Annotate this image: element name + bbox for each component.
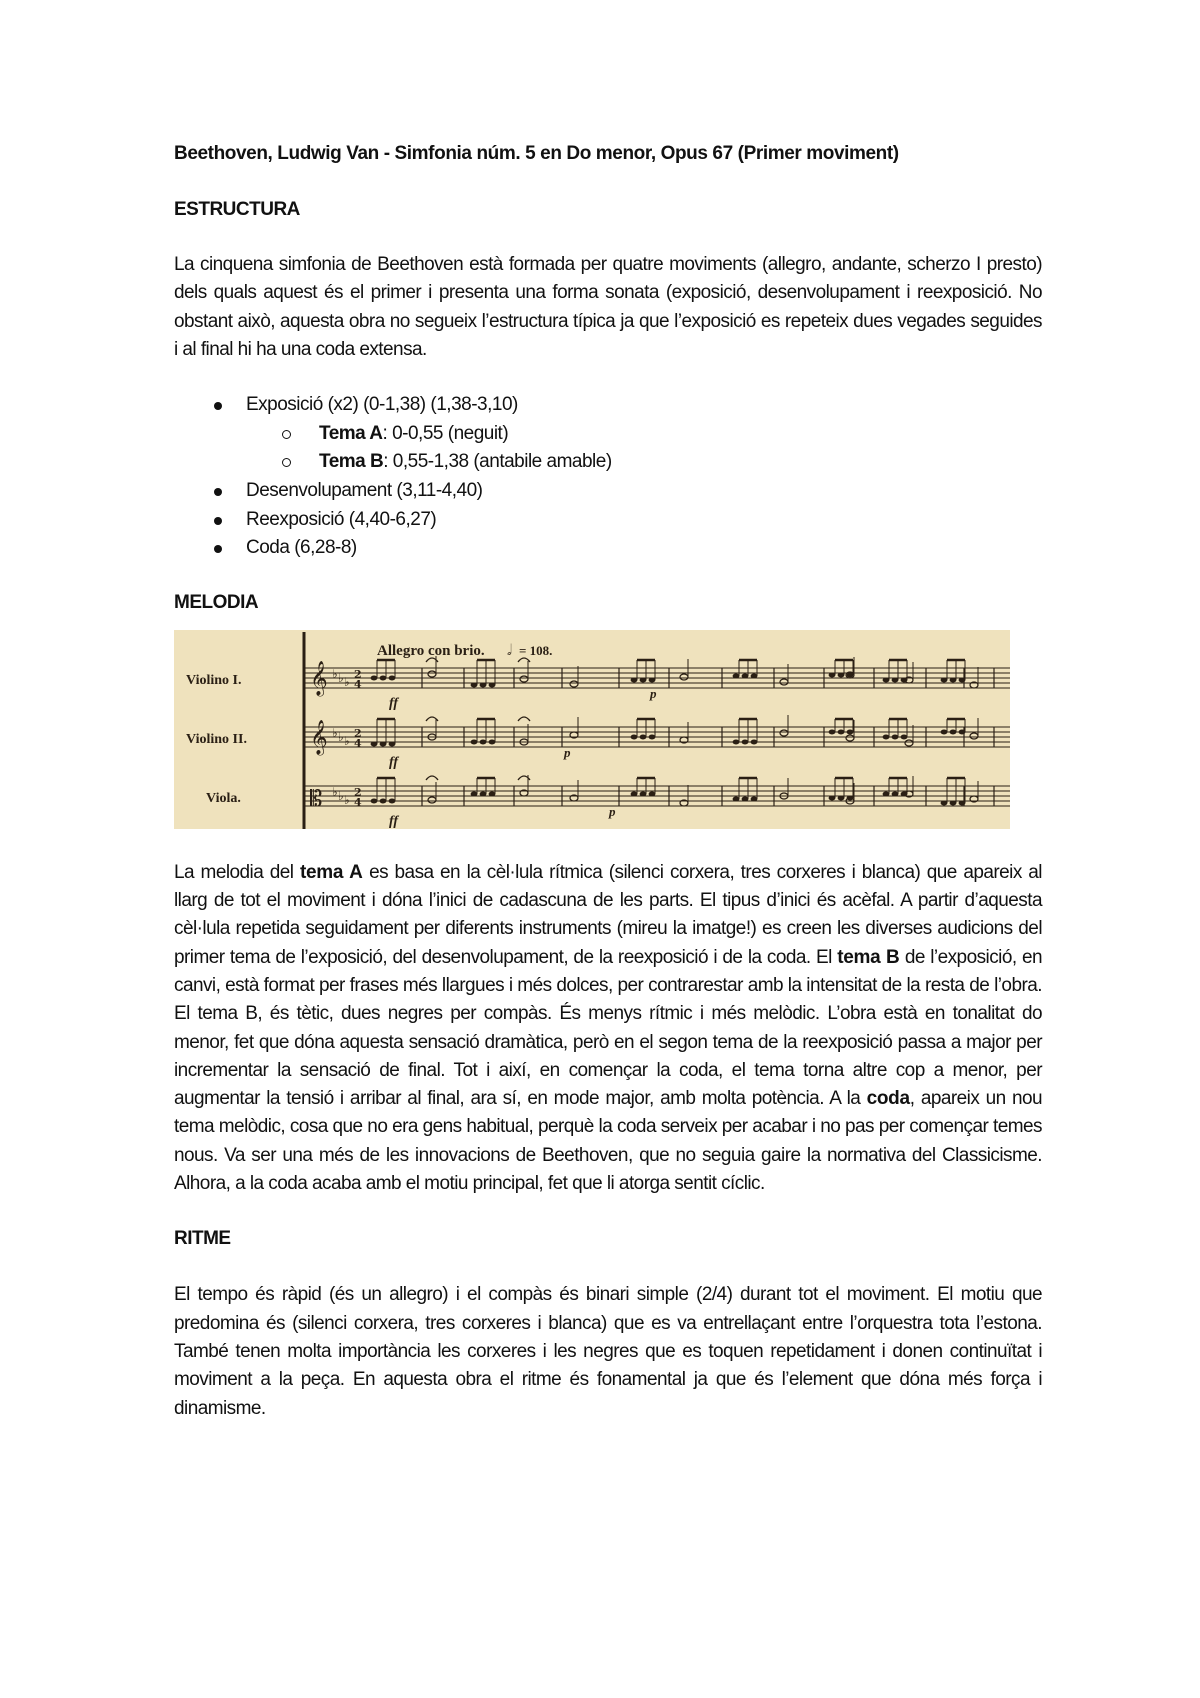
flat-icon: ♭	[338, 670, 344, 685]
time-signature-top: 2	[354, 726, 362, 740]
note-head	[471, 682, 478, 687]
note-head	[950, 800, 957, 805]
melodia-bold-coda: coda	[866, 1088, 910, 1110]
time-signature-bottom: 4	[354, 795, 362, 809]
score-excerpt-image	[174, 630, 1010, 829]
score-tempo: Allegro con brio.	[377, 642, 485, 659]
melodia-text-3: de l’exposició, en canvi, està format per frases més llargues i més dolces, per contrarestar amb la intensitat de la resta de l’obra. El tema B, és tètic, dues negres per compàs. És menys rítmic i més melòdic. L’obra està en tonalitat do menor, fet que dóna aquesta sensació dramàtica, però en el segon tema de la reexposició passa a major per incrementar la sensació de final. Tot i així, en començar la coda, el tema torna altre cop a menor, per augmentar la tensió i arribar al final, ara sí, en mode major, amb molta potència. A la	[174, 946, 1042, 1110]
note-head	[941, 800, 948, 805]
note-head	[389, 741, 396, 746]
heading-melodia: MELODIA	[174, 591, 259, 613]
note-head	[389, 798, 396, 803]
melodia-bold-tema-a: tema A	[299, 861, 363, 883]
melodia-text-2: es basa en la cèl·lula rítmica (silenci corxera, tres corxeres i blanca) que apareix al llarg de tot el moviment i dóna l’inici de cadascuna de les parts. El tipus d’inici és acèfal. A partir d’aquesta cèl·lula repetida seguidament per diferents instruments (mireu la imatge!) es creen les diverses audicions del primer tema de l’exposició, del desenvolupament, de la reexposició i de la coda. El	[174, 861, 1042, 968]
heading-ritme: RITME	[174, 1228, 231, 1250]
tema-b-text: : 0,55-1,38 (antabile amable)	[383, 451, 612, 473]
time-signature-bottom: 4	[354, 736, 362, 750]
note-head	[892, 734, 899, 739]
note-head	[838, 729, 845, 734]
melodia-text-1: La melodia del	[174, 861, 300, 883]
note-head	[380, 741, 387, 746]
note-head	[742, 796, 749, 801]
flat-icon: ♭	[338, 729, 344, 744]
bullet-icon	[214, 545, 222, 553]
hollow-bullet-icon	[282, 458, 291, 467]
note-head	[838, 795, 845, 800]
note-head	[471, 739, 478, 744]
note-head	[389, 675, 396, 680]
alto-clef-icon: 𝄡	[310, 786, 323, 812]
time-signature-top: 2	[354, 667, 362, 681]
tema-b-label: Tema B	[319, 451, 384, 473]
note-head	[742, 739, 749, 744]
note-head	[901, 734, 908, 739]
note-head	[883, 677, 890, 682]
time-signature-bottom: 4	[354, 677, 362, 691]
paragraph-ritme: El tempo és ràpid (és un allegro) i el compàs és binari simple (2/4) durant tot el moviment. El motiu que predomina és (silenci corxera, tres corxeres i blanca) que es va entrellaçant entre l’orquestra tota l’estona. També tenen molta importància les corxeres i les negres que es toquen repetidament i donen continuïtat i moviment a la peça. En aquesta obra el ritme és fonamental ja que és l’element que dóna més força i dinamisme.	[174, 1284, 1042, 1419]
note-head	[959, 800, 966, 805]
note-head	[640, 734, 647, 739]
list-item-tema-a	[174, 420, 1042, 449]
note-head	[742, 673, 749, 678]
note-head	[371, 741, 378, 746]
time-signature-top: 2	[354, 785, 362, 799]
dynamic-ff-2: ff	[389, 754, 399, 770]
note-head	[829, 729, 836, 734]
note-head	[489, 682, 496, 687]
document-title: Beethoven, Ludwig Van - Simfonia núm. 5 en Do menor, Opus 67 (Primer moviment)	[174, 143, 899, 164]
note-head	[751, 739, 758, 744]
flat-icon: ♭	[338, 788, 344, 803]
note-head	[959, 729, 966, 734]
note-head	[631, 791, 638, 796]
note-head	[892, 791, 899, 796]
paragraph-estructura: La cinquena simfonia de Beethoven està formada per quatre moviments (allegro, andante, scherzo I presto) dels quals aquest és el primer i presenta una forma sonata (exposició, desenvolupament i reexposició. No obstant això, aquesta obra no segueix l’estructura típica ja que l’exposició es repeteix dues vegades seguides i al final hi ha una coda extensa.	[174, 254, 1042, 360]
melodia-text-4: , apareix un nou tema melòdic, cosa que no era gens habitual, perquè la coda serveix per acabar i no pas per començar temes nous. Va ser una més de les innovacions de Beethoven, que no seguia gaire la normativa del Classicisme. Alhora, a la coda acaba amb el motiu principal, fet que li atorga sentit cíclic.	[174, 1088, 1043, 1195]
note-head	[941, 677, 948, 682]
dynamic-p-1: p	[650, 685, 657, 701]
note-head	[640, 677, 647, 682]
note-head	[640, 791, 647, 796]
score-metronome: = 108.	[519, 642, 553, 658]
note-head	[733, 739, 740, 744]
instrument-label-violino-2: Violino II.	[186, 731, 247, 747]
melodia-bold-tema-b: tema B	[837, 946, 900, 968]
note-head	[649, 734, 656, 739]
score-background	[174, 630, 1010, 829]
list-item-text: Exposició (x2) (0-1,38) (1,38-3,10)	[246, 394, 518, 416]
hollow-bullet-icon	[282, 430, 291, 439]
tema-a-text: : 0-0,55 (neguit)	[382, 422, 509, 444]
list-item-reexposicio	[174, 506, 1042, 535]
instrument-label-violino-1: Violino I.	[186, 672, 242, 688]
note-head	[847, 672, 854, 677]
note-head	[733, 673, 740, 678]
treble-clef-icon: 𝄞	[310, 719, 328, 755]
dynamic-ff-3: ff	[389, 813, 399, 829]
bullet-icon	[214, 402, 222, 410]
metronome-note-icon: 𝅗𝅥	[507, 640, 512, 659]
note-head	[371, 675, 378, 680]
bullet-icon	[214, 488, 222, 496]
dynamic-ff-1: ff	[389, 695, 399, 711]
note-head	[751, 796, 758, 801]
tema-a-label: Tema A	[319, 422, 383, 444]
instrument-label-viola: Viola.	[206, 790, 241, 806]
note-head	[829, 795, 836, 800]
note-head	[941, 729, 948, 734]
paragraph-melodia	[174, 859, 1042, 1199]
note-head	[471, 791, 478, 796]
list-item-coda	[174, 534, 1042, 563]
note-head	[950, 729, 957, 734]
note-head	[480, 682, 487, 687]
note-head	[649, 791, 656, 796]
note-head	[847, 729, 854, 734]
list-item-text: Reexposició (4,40-6,27)	[246, 508, 437, 530]
note-head	[838, 672, 845, 677]
note-head	[751, 673, 758, 678]
note-head	[480, 739, 487, 744]
note-head	[489, 739, 496, 744]
note-head	[380, 675, 387, 680]
note-head	[380, 798, 387, 803]
flat-icon: ♭	[332, 725, 338, 740]
note-head	[950, 677, 957, 682]
dynamic-p-2: p	[564, 744, 571, 760]
note-head	[883, 734, 890, 739]
note-head	[959, 677, 966, 682]
list-item-text: Desenvolupament (3,11-4,40)	[246, 479, 483, 501]
dynamic-p-3: p	[609, 803, 616, 819]
list-item-exposicio	[174, 391, 1042, 420]
list-item-desenvolupament	[174, 477, 1042, 506]
note-head	[883, 791, 890, 796]
heading-estructura: ESTRUCTURA	[174, 199, 300, 220]
note-head	[649, 677, 656, 682]
note-head	[631, 734, 638, 739]
flat-icon: ♭	[332, 666, 338, 681]
note-head	[371, 798, 378, 803]
list-item-text: Coda (6,28-8)	[246, 537, 357, 559]
treble-clef-icon: 𝄞	[310, 660, 328, 696]
document-page	[174, 142, 1042, 1423]
list-item-tema-b	[174, 448, 1042, 477]
note-head	[733, 796, 740, 801]
bullet-icon	[214, 517, 222, 525]
note-head	[480, 791, 487, 796]
note-head	[892, 677, 899, 682]
flat-icon: ♭	[344, 792, 350, 807]
flat-icon: ♭	[344, 674, 350, 689]
note-head	[489, 791, 496, 796]
note-head	[631, 677, 638, 682]
note-head	[829, 672, 836, 677]
flat-icon: ♭	[332, 784, 338, 799]
flat-icon: ♭	[344, 733, 350, 748]
structure-list	[174, 391, 1042, 563]
